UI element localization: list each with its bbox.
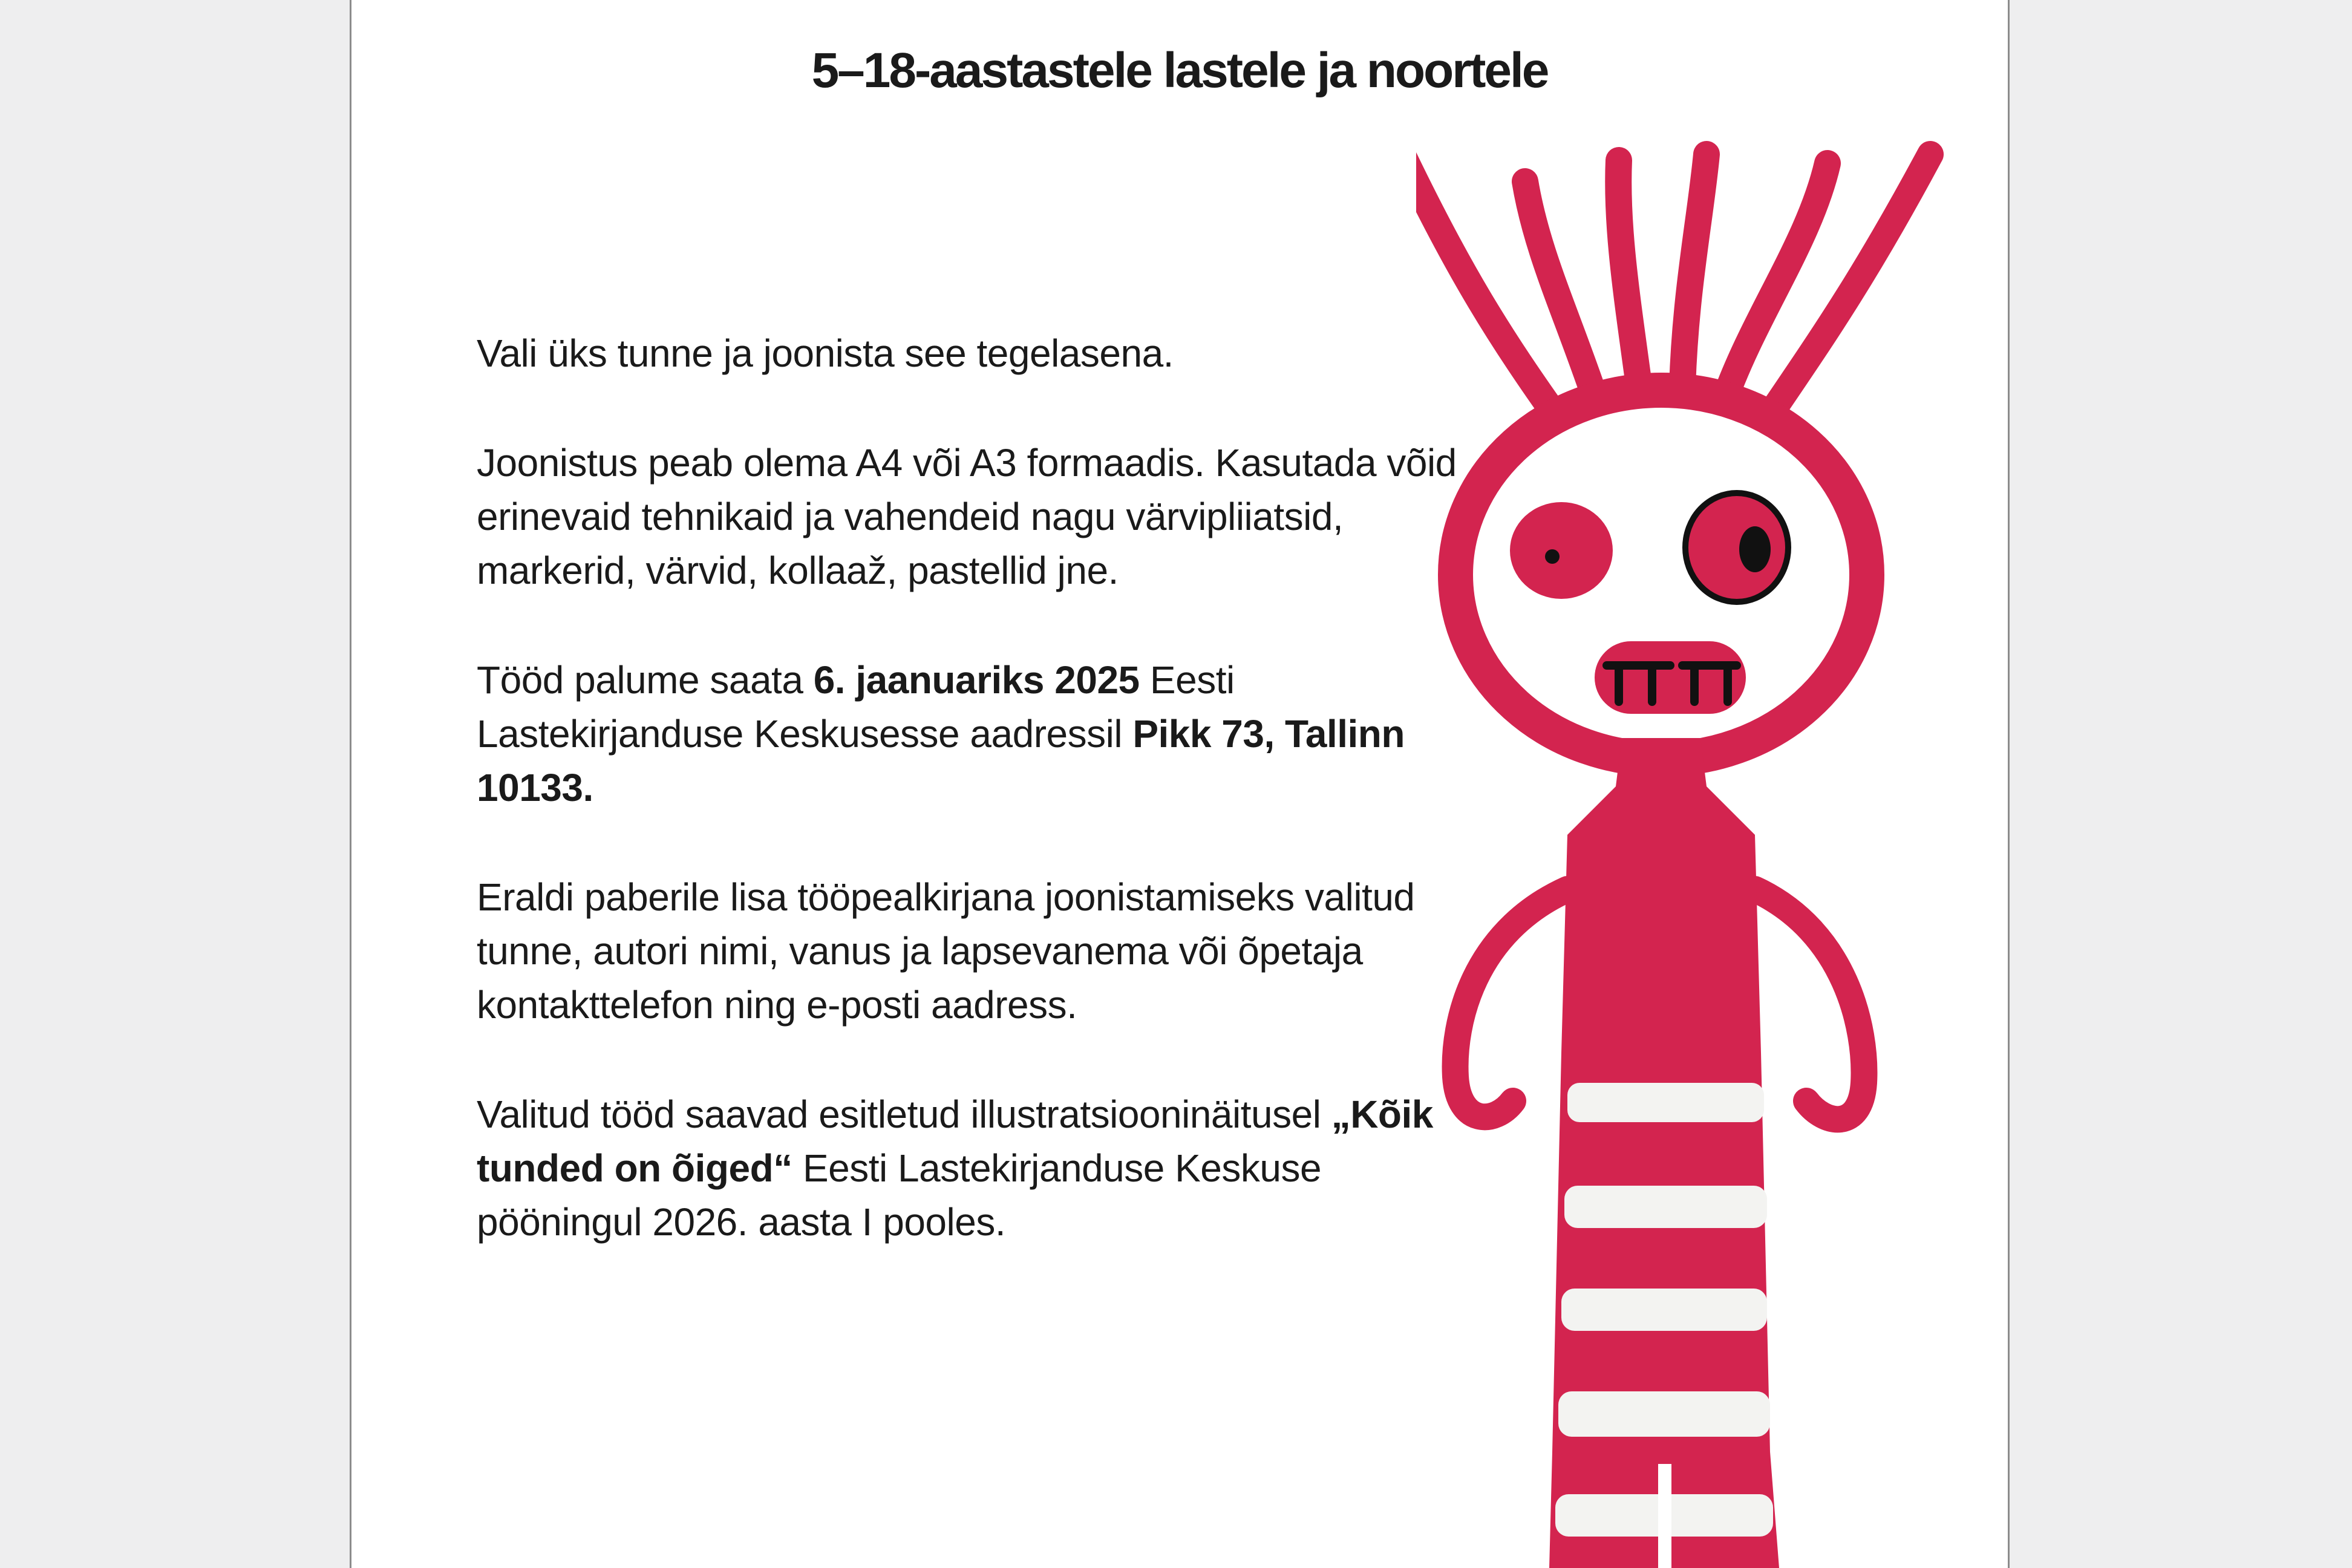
paragraph-exhibition: Valitud tööd saavad esitletud illustratsiooninäitusel „Kõik tunded on õiged“ Eesti Lastekirjanduse Keskuse pööningul 2026. aasta I pooles. (477, 1093, 1433, 1244)
paragraph-details: Eraldi paberile lisa tööpealkirjana joonistamiseks valitud tunne, autori nimi, vanus ja lapsevanema või õpetaja kontakttelefon ning e-posti aadress. (477, 875, 1415, 1027)
address: Pikk 73, Tallinn 10133. (477, 712, 1405, 809)
page-title: 5–18-aastastele lastele ja noortele (811, 43, 1548, 98)
deadline-date: 6. jaanuariks 2025 (813, 658, 1140, 702)
exhibition-title: „Kõik tunded on õiged“ (477, 1093, 1433, 1190)
paragraph-instruction: Vali üks tunne ja joonista see tegelasena. (477, 332, 1174, 375)
red-striped-character-drawing-icon (1416, 133, 1961, 1568)
document-page (350, 0, 2010, 1568)
paragraph-deadline: Tööd palume saata 6. jaanuariks 2025 Eesti Lastekirjanduse Keskusesse aadressil Pikk 73, Tallinn 10133. (477, 658, 1405, 809)
body-text (477, 327, 1481, 1305)
paragraph-format: Joonistus peab olema A4 või A3 formaadis. Kasutada võid erinevaid tehnikaid ja vahendeid nagu värvipliiatsid, markerid, värvid, kollaaž, pastellid jne. (477, 441, 1457, 592)
